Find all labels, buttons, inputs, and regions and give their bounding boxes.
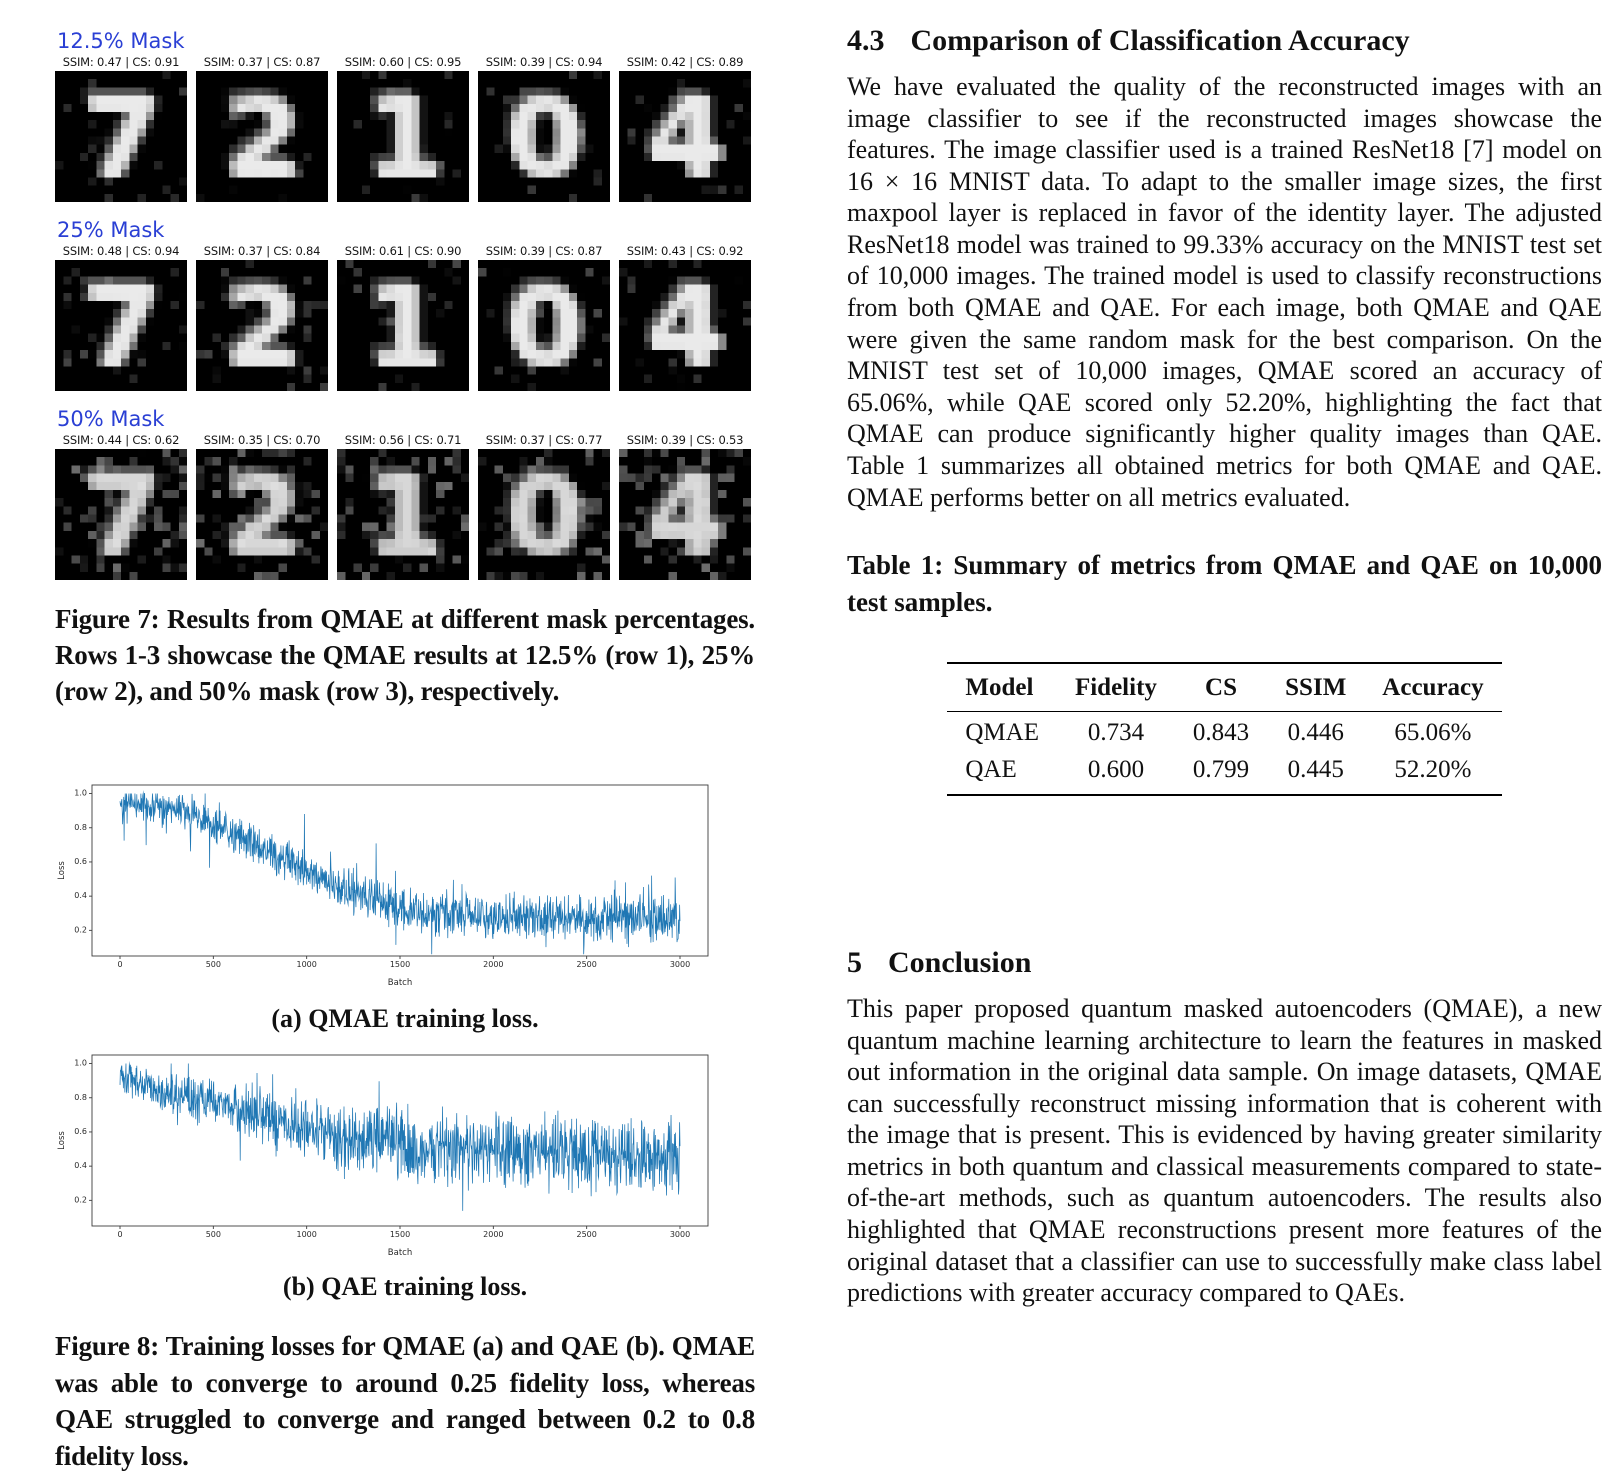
reconstruction-cell: [619, 244, 751, 391]
digit-image: [55, 71, 187, 202]
section-4-3-body: We have evaluated the quality of the reconstructed images with an image classifier to see if the reconstructed images showcase the features. The image classifier used is a trained ResNet18 [7] model on 16 × 16 MNIST data. To adapt to the smaller image sizes, the first maxpool layer is replaced in favor of the identity layer. The adjusted ResNet18 model was trained to 99.33% accuracy on the MNIST test set of 10,000 images. The trained model is used to classify reconstructions from both QMAE and QAE. For each image, both QMAE and QAE were given the same random mask for the best comparison. On the MNIST test set of 10,000 images, QMAE scored an accuracy of 65.06%, while QAE scored only 52.20%, highlighting the fact that QMAE can produce significantly higher quality images than QAE. Table 1 summarizes all obtained metrics for both QMAE and QAE. QMAE performs better on all metrics evaluated.: [847, 72, 1602, 512]
table-cell: QAE: [965, 755, 1017, 783]
section-5-body: This paper proposed quantum masked autoencoders (QMAE), a new quantum machine learning architecture to learn the features in masked out information in the original data sample. On image datasets, QMAE can successfully reconstruct missing information that is coherent with the image that is present. This is evidenced by having greater similarity metrics in both quantum and classical measurements compared to state-of-the-art methods, such as quantum autoencoders. The results also highlighted that QMAE reconstructions present more features of the original dataset that a classifier can use to successfully make class label predictions with greater accuracy compared to QAEs.: [847, 993, 1602, 1308]
section-5-heading: [847, 946, 1602, 979]
digit-image-row: [55, 244, 755, 391]
figure7-caption: Figure 7: Results from QMAE at different mask percentages. Rows 1-3 showcase the QMAE results at 12.5% (row 1), 25% (row 2), and 50% mask (row 3), respectively.: [55, 604, 755, 706]
ssim-cs-label: SSIM: 0.37 | CS: 0.77: [485, 433, 603, 448]
mask-percentage-label: 50% Mask: [57, 407, 165, 432]
table-cell: 52.20%: [1394, 755, 1472, 783]
digit-image: [55, 260, 187, 391]
figure8-subcaption-a: (a) QMAE training loss.: [271, 1003, 539, 1033]
qmae-loss-plot: [55, 780, 715, 990]
figure8-caption: Figure 8: Training losses for QMAE (a) and QAE (b). QMAE was able to converge to around 0.25 fidelity loss, whereas QAE struggled to converge and ranged between 0.2 to 0.8 fidelity loss.: [55, 1330, 755, 1472]
section-4-3-number: 4.3: [847, 24, 885, 57]
ssim-cs-label: SSIM: 0.37 | CS: 0.87: [203, 55, 321, 70]
table-cell: 0.734: [1087, 718, 1145, 746]
ssim-cs-label: SSIM: 0.61 | CS: 0.90: [344, 244, 462, 259]
section-4-3-title: Comparison of Classification Accuracy: [910, 24, 1410, 57]
mask-percentage-label: 25% Mask: [57, 218, 165, 243]
ssim-cs-label: SSIM: 0.44 | CS: 0.62: [62, 433, 180, 448]
section-5-number: 5: [847, 945, 862, 979]
section-5-title: Conclusion: [888, 945, 1032, 979]
reconstruction-cell: [196, 55, 328, 202]
table1-caption: Table 1: Summary of metrics from QMAE and QAE on 10,000 test samples.: [847, 550, 1602, 617]
table-row: [947, 749, 1501, 795]
digit-image-row: [55, 433, 755, 580]
reconstruction-cell: [55, 55, 187, 202]
digit-image: [196, 71, 328, 202]
column-header: SSIM: [1267, 663, 1364, 712]
digit-image: [478, 260, 610, 391]
table-cell: QMAE: [965, 718, 1039, 746]
reconstruction-cell: [478, 55, 610, 202]
digit-image: [478, 71, 610, 202]
column-header: Accuracy: [1364, 663, 1501, 712]
figure8: [55, 780, 755, 1475]
ssim-cs-label: SSIM: 0.39 | CS: 0.87: [485, 244, 603, 259]
ssim-cs-label: SSIM: 0.48 | CS: 0.94: [62, 244, 180, 259]
digit-image: [619, 260, 751, 391]
table-cell: 0.843: [1192, 718, 1250, 746]
reconstruction-cell: [337, 55, 469, 202]
qae-loss-plot-frame: [55, 1050, 755, 1260]
reconstruction-cell: [55, 433, 187, 580]
table-cell: 0.799: [1192, 755, 1250, 783]
right-column: [847, 24, 1602, 1309]
table-header-row: [947, 663, 1501, 712]
digit-image: [619, 449, 751, 580]
qmae-loss-plot-frame: [55, 780, 755, 990]
mask-percentage-label: 12.5% Mask: [57, 29, 185, 53]
qae-loss-plot: [55, 1050, 715, 1260]
ssim-cs-label: SSIM: 0.47 | CS: 0.91: [62, 55, 180, 70]
ssim-cs-label: SSIM: 0.42 | CS: 0.89: [626, 55, 744, 70]
digit-image: [55, 449, 187, 580]
table-cell: 0.445: [1287, 755, 1344, 783]
ssim-cs-label: SSIM: 0.39 | CS: 0.94: [485, 55, 603, 70]
table-cell: 65.06%: [1394, 718, 1472, 746]
reconstruction-cell: [337, 244, 469, 391]
ssim-cs-label: SSIM: 0.35 | CS: 0.70: [203, 433, 321, 448]
reconstruction-cell: [55, 244, 187, 391]
digit-image: [619, 71, 751, 202]
digit-image-row: [55, 55, 755, 202]
left-column: [55, 30, 755, 1475]
metrics-table: [947, 662, 1501, 796]
figure7-image-grid: [55, 30, 755, 580]
column-header: Fidelity: [1057, 663, 1175, 712]
ssim-cs-label: SSIM: 0.56 | CS: 0.71: [344, 433, 462, 448]
digit-image: [337, 71, 469, 202]
ssim-cs-label: SSIM: 0.39 | CS: 0.53: [626, 433, 744, 448]
ssim-cs-label: SSIM: 0.37 | CS: 0.84: [203, 244, 321, 259]
figure7: [55, 30, 755, 710]
table-row: [947, 711, 1501, 749]
table-cell: 0.600: [1087, 755, 1145, 783]
ssim-cs-label: SSIM: 0.60 | CS: 0.95: [344, 55, 462, 70]
digit-image: [196, 260, 328, 391]
section-4-3-heading: [847, 24, 1602, 57]
ssim-cs-label: SSIM: 0.43 | CS: 0.92: [626, 244, 744, 259]
reconstruction-cell: [196, 433, 328, 580]
reconstruction-cell: [619, 433, 751, 580]
reconstruction-cell: [478, 244, 610, 391]
column-header: Model: [947, 663, 1057, 712]
reconstruction-cell: [478, 433, 610, 580]
digit-image: [337, 260, 469, 391]
reconstruction-cell: [619, 55, 751, 202]
digit-image: [478, 449, 610, 580]
reconstruction-cell: [196, 244, 328, 391]
column-header: CS: [1175, 663, 1267, 712]
figure8-subcaption-b: (b) QAE training loss.: [282, 1271, 528, 1301]
digit-image: [337, 449, 469, 580]
table-cell: 0.446: [1287, 718, 1344, 746]
reconstruction-cell: [337, 433, 469, 580]
digit-image: [196, 449, 328, 580]
